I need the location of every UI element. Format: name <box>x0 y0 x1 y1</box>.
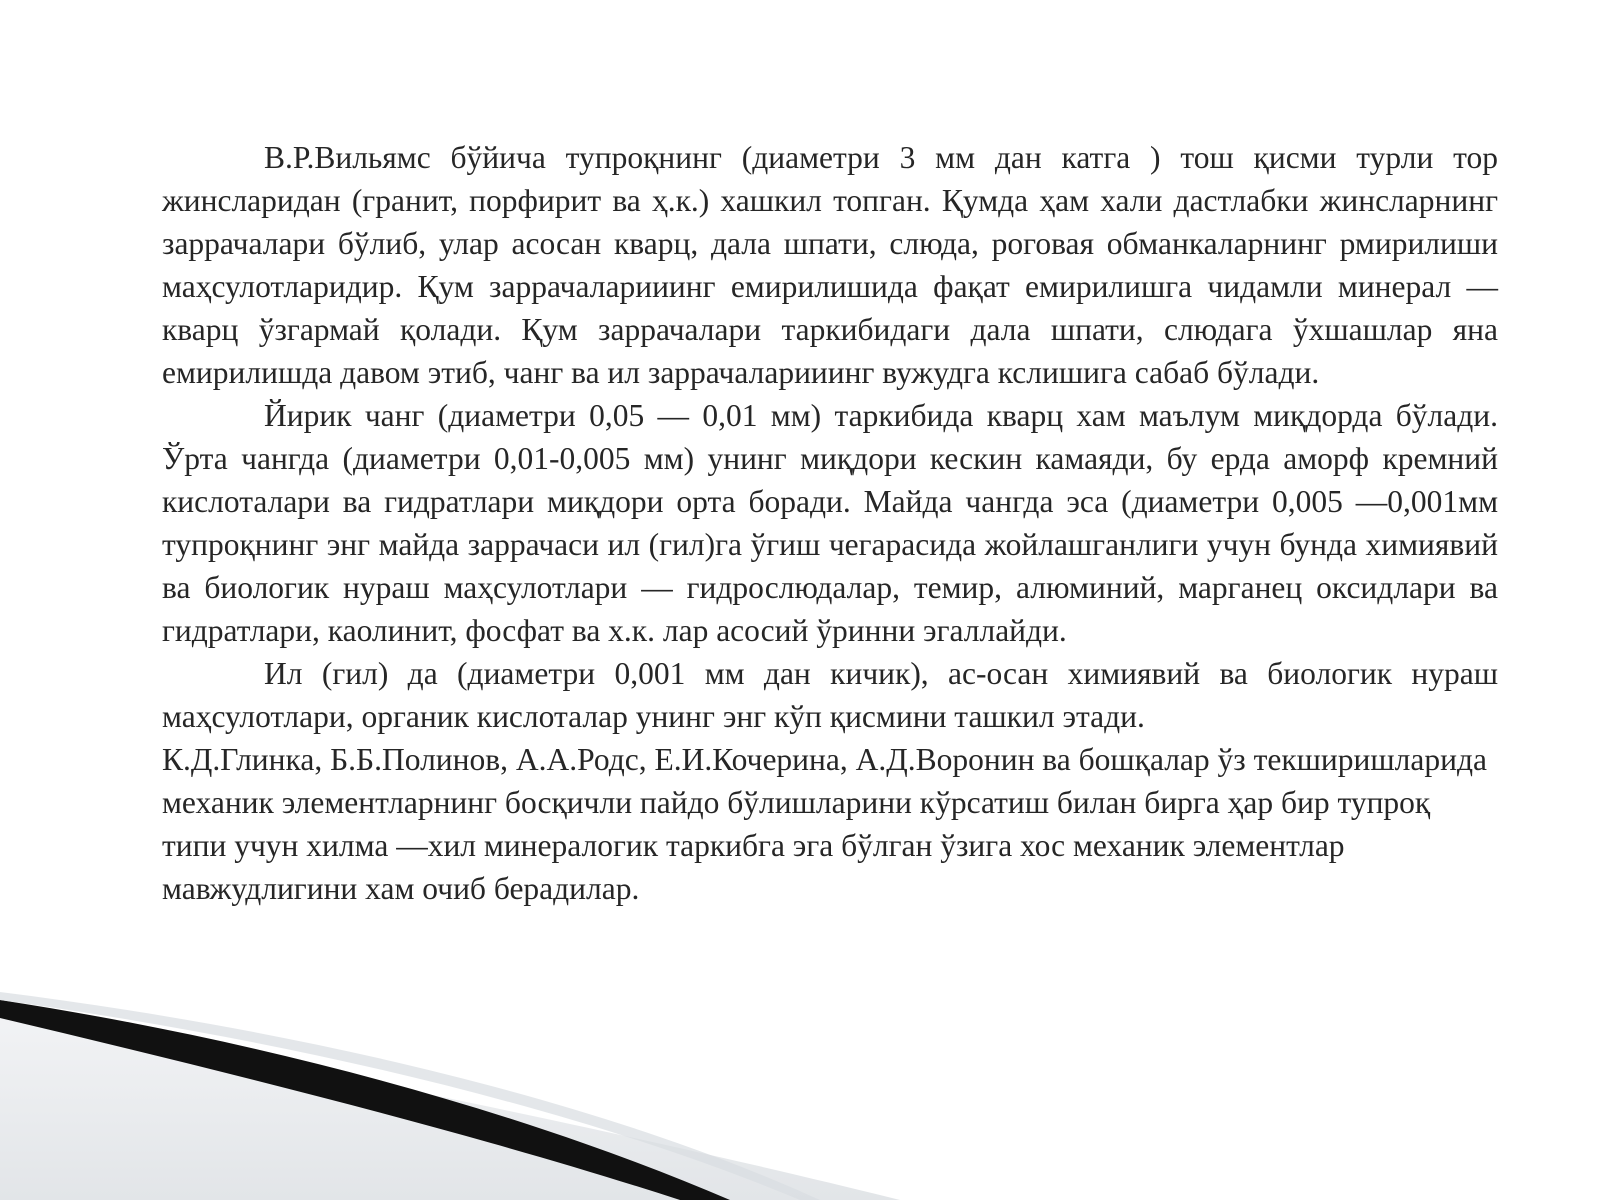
paragraph-clay: Ил (гил) да (диаметри 0,001 мм дан кичик), ас-осан химиявий ва биологик нураш маҳсулотлари, органик кислоталар унинг энг кўп қисмини ташкил этади. <box>162 656 1498 734</box>
body-text <box>162 136 1498 910</box>
paragraph-researchers: К.Д.Глинка, Б.Б.Полинов, А.А.Родс, Е.И.Кочерина, А.Д.Воронин ва бошқалар ўз текширишларида механик элементларнинг босқичли пайдо бўлишларини кўрсатиш билан бирга ҳар бир тупроқ типи учун хилма —хил минералогик таркибга эга бўлган ўзига хос механик элементлар мавжудлигини хам очиб берадилар. <box>162 742 1487 906</box>
paragraph-silt-fractions: Йирик чанг (диаметри 0,05 — 0,01 мм) таркибида кварц хам маълум миқдорда бўлади. Ўрта чангда (диаметри 0,01-0,005 мм) унинг миқдори кескин камаяди, бу ерда аморф кремний кислоталари ва гидратлари миқдори орта боради. Майда чангда эса (диаметри 0,005 —0,001мм тупроқнинг энг майда заррачаси ил (гил)га ўгиш чегарасида жойлашганлиги учун бунда химиявий ва биологик нураш маҳсулотлари — гидрослюдалар, темир, алюминий, марганец оксидлари ва гидратлари, каолинит, фосфат ва х.к. лар асосий ўринни эгаллайди. <box>162 398 1498 648</box>
paragraph-williams-sand: В.Р.Вильямс бўйича тупроқнинг (диаметри 3 мм дан катга ) тош қисми турли тор жинсларидан (гранит, порфирит ва ҳ.к.) хашкил топган. Қумда ҳам хали дастлабки жинсларнинг заррачалари бўлиб, улар асосан кварц, дала шпати, слюда, роговая обманкаларнинг рмирилиши маҳсулотларидир. Қум заррачаларииинг емирилишида фақат емирилишга чидамли минерал —кварц ўзгармай қолади. Қум заррачалари таркибидаги дала шпати, слюдага ўхшашлар яна емирилишда давом этиб, чанг ва ил заррачаларииинг вужудга кслишига сабаб бўлади. <box>162 140 1498 390</box>
